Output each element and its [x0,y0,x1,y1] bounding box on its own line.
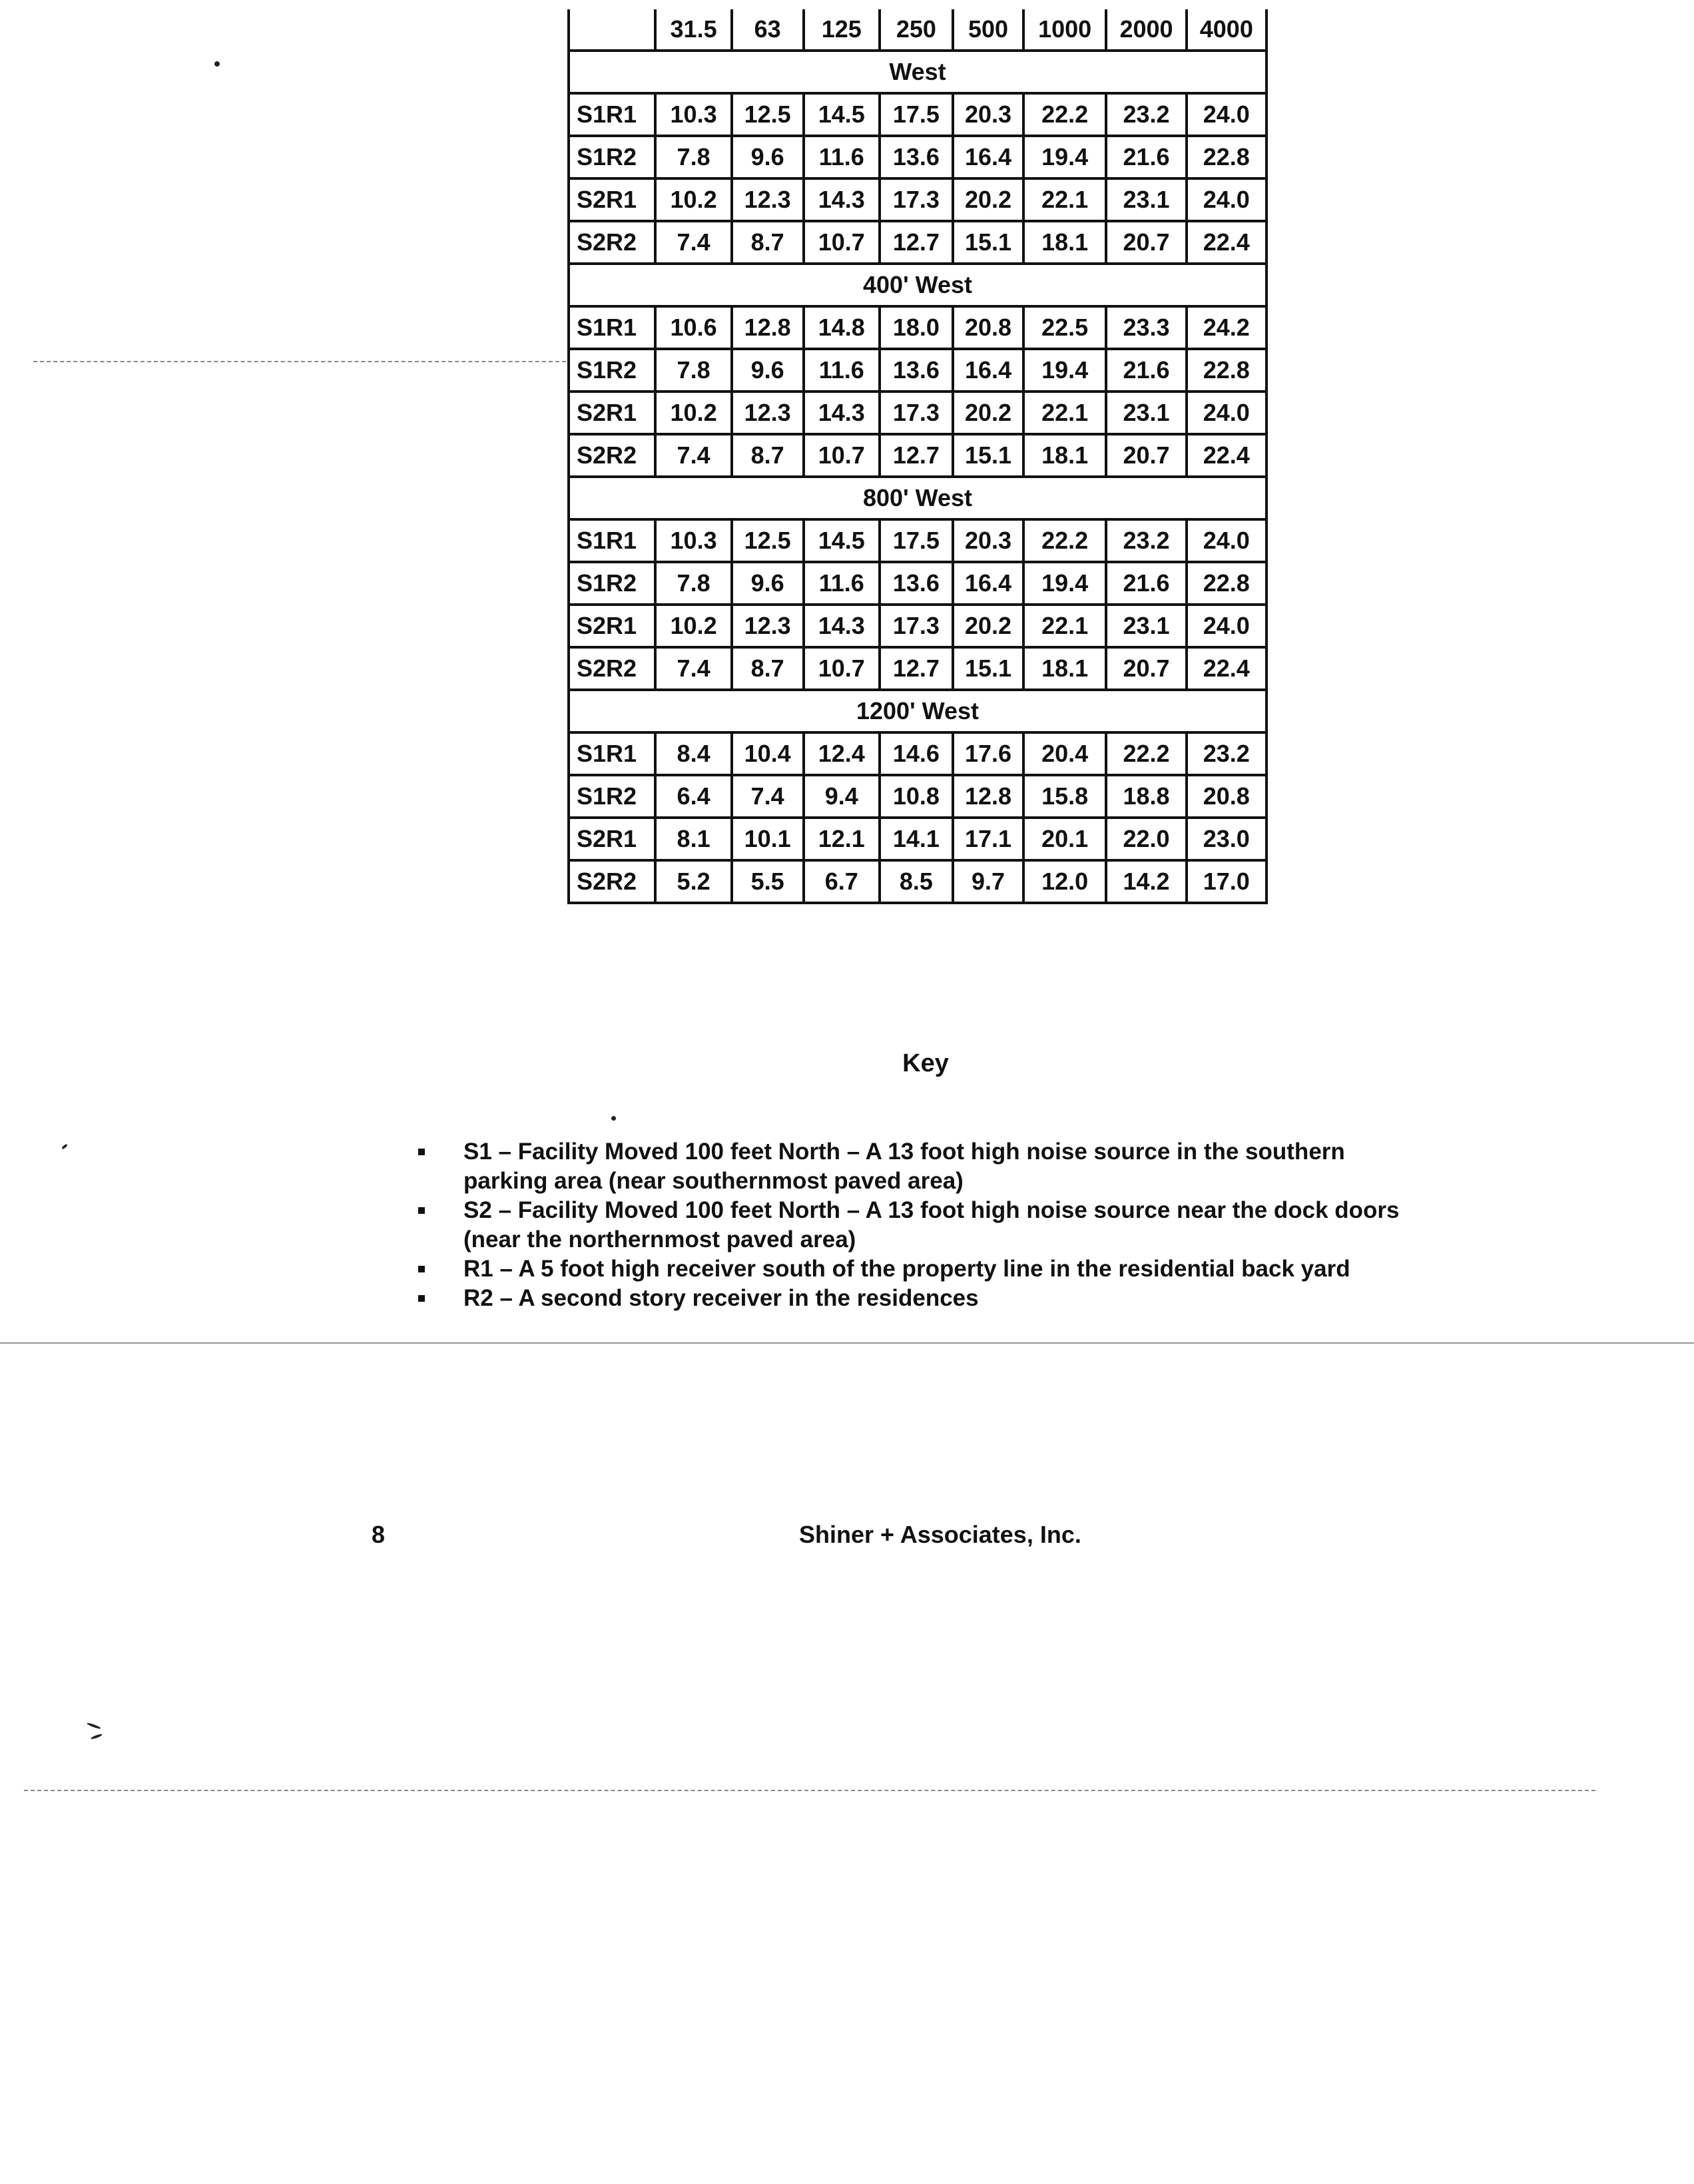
value-cell: 12.7 [880,647,953,690]
value-cell: 12.3 [732,178,804,221]
row-label: S1R2 [569,562,655,605]
table-row [569,136,1267,178]
value-cell: 14.5 [804,93,880,136]
value-cell: 5.5 [732,860,804,903]
scan-speck [61,1143,68,1149]
value-cell: 22.2 [1023,93,1106,136]
bullet-icon [418,1149,425,1155]
value-cell: 22.2 [1106,732,1186,775]
row-label: S2R2 [569,647,655,690]
value-cell: 8.7 [732,647,804,690]
value-cell: 18.1 [1023,434,1106,477]
value-cell: 22.8 [1187,136,1267,178]
value-cell: 20.8 [953,306,1023,349]
value-cell: 10.3 [655,93,731,136]
value-cell: 10.7 [804,434,880,477]
key-item-r2 [416,1284,1428,1313]
value-cell: 20.2 [953,605,1023,647]
key-item-text: R1 – A 5 foot high receiver south of the property line in the residential back yard [463,1256,1350,1282]
value-cell: 8.4 [655,732,731,775]
value-cell: 18.0 [880,306,953,349]
value-cell: 22.1 [1023,178,1106,221]
value-cell: 17.3 [880,178,953,221]
value-cell: 24.2 [1187,306,1267,349]
value-cell: 23.0 [1187,818,1267,860]
value-cell: 20.3 [953,93,1023,136]
table-row [569,178,1267,221]
value-cell: 16.4 [953,349,1023,392]
value-cell: 17.6 [953,732,1023,775]
row-label: S1R1 [569,732,655,775]
value-cell: 13.6 [880,349,953,392]
value-cell: 22.2 [1023,519,1106,562]
value-cell: 20.7 [1106,221,1186,264]
value-cell: 12.4 [804,732,880,775]
table-row [569,221,1267,264]
section-title: 800' West [569,477,1267,519]
header-cell: 250 [880,9,953,51]
value-cell: 22.5 [1023,306,1106,349]
value-cell: 7.4 [655,221,731,264]
value-cell: 9.6 [732,349,804,392]
value-cell: 22.1 [1023,605,1106,647]
value-cell: 12.3 [732,392,804,434]
value-cell: 12.5 [732,519,804,562]
value-cell: 23.1 [1106,605,1186,647]
value-cell: 24.0 [1187,178,1267,221]
value-cell: 12.7 [880,221,953,264]
section-title: West [569,51,1267,93]
bullet-icon [418,1266,425,1272]
value-cell: 8.7 [732,434,804,477]
key-item-s1 [416,1137,1428,1196]
value-cell: 20.7 [1106,647,1186,690]
row-label: S2R2 [569,434,655,477]
value-cell: 14.3 [804,392,880,434]
value-cell: 14.5 [804,519,880,562]
value-cell: 8.7 [732,221,804,264]
value-cell: 22.8 [1187,349,1267,392]
value-cell: 23.3 [1106,306,1186,349]
value-cell: 7.8 [655,562,731,605]
header-cell [569,9,655,51]
key-item-text: S1 – Facility Moved 100 feet North – A 13 foot high noise source in the southern parking area (near southernmost paved area) [463,1139,1345,1194]
bullet-icon [418,1207,425,1214]
key-item-s2 [416,1196,1428,1254]
value-cell: 10.4 [732,732,804,775]
header-row [569,9,1267,51]
scan-artifact-line [0,1342,1694,1344]
header-cell: 4000 [1187,9,1267,51]
table-row [569,519,1267,562]
row-label: S2R1 [569,392,655,434]
footer-company: Shiner + Associates, Inc. [799,1521,1081,1548]
value-cell: 20.2 [953,178,1023,221]
page-number: 8 [372,1521,386,1548]
value-cell: 12.7 [880,434,953,477]
section-row [569,264,1267,306]
value-cell: 9.4 [804,775,880,818]
value-cell: 7.4 [655,647,731,690]
value-cell: 8.1 [655,818,731,860]
value-cell: 13.6 [880,562,953,605]
scan-speck [214,61,220,67]
value-cell: 12.0 [1023,860,1106,903]
value-cell: 21.6 [1106,562,1186,605]
value-cell: 13.6 [880,136,953,178]
row-label: S1R1 [569,519,655,562]
value-cell: 11.6 [804,349,880,392]
value-cell: 23.2 [1106,93,1186,136]
value-cell: 19.4 [1023,349,1106,392]
value-cell: 22.1 [1023,392,1106,434]
value-cell: 20.8 [1187,775,1267,818]
table-row [569,818,1267,860]
value-cell: 10.6 [655,306,731,349]
table-row [569,732,1267,775]
value-cell: 10.7 [804,221,880,264]
value-cell: 22.8 [1187,562,1267,605]
value-cell: 6.7 [804,860,880,903]
value-cell: 7.4 [655,434,731,477]
table-row [569,647,1267,690]
header-cell: 1000 [1023,9,1106,51]
value-cell: 6.4 [655,775,731,818]
row-label: S2R2 [569,221,655,264]
section-title: 400' West [569,264,1267,306]
value-cell: 22.4 [1187,221,1267,264]
table-row [569,775,1267,818]
value-cell: 8.5 [880,860,953,903]
value-cell: 24.0 [1187,519,1267,562]
table-row [569,562,1267,605]
header-cell: 500 [953,9,1023,51]
value-cell: 14.3 [804,605,880,647]
scan-speck [87,1722,101,1729]
value-cell: 20.2 [953,392,1023,434]
value-cell: 17.1 [953,818,1023,860]
header-cell: 31.5 [655,9,731,51]
value-cell: 10.2 [655,392,731,434]
row-label: S1R2 [569,349,655,392]
value-cell: 18.1 [1023,647,1106,690]
value-cell: 15.1 [953,647,1023,690]
table-body [569,9,1267,903]
value-cell: 15.1 [953,434,1023,477]
table-row [569,349,1267,392]
value-cell: 9.7 [953,860,1023,903]
value-cell: 24.0 [1187,392,1267,434]
value-cell: 22.0 [1106,818,1186,860]
value-cell: 9.6 [732,562,804,605]
row-label: S2R2 [569,860,655,903]
value-cell: 9.6 [732,136,804,178]
value-cell: 19.4 [1023,136,1106,178]
table-row [569,93,1267,136]
value-cell: 23.2 [1187,732,1267,775]
value-cell: 19.4 [1023,562,1106,605]
key-title: Key [902,1049,949,1077]
value-cell: 12.1 [804,818,880,860]
value-cell: 21.6 [1106,136,1186,178]
value-cell: 10.7 [804,647,880,690]
value-cell: 16.4 [953,562,1023,605]
value-cell: 12.3 [732,605,804,647]
scan-speck [611,1116,616,1121]
table-row [569,605,1267,647]
value-cell: 14.2 [1106,860,1186,903]
value-cell: 12.8 [953,775,1023,818]
row-label: S1R2 [569,775,655,818]
value-cell: 15.1 [953,221,1023,264]
value-cell: 20.3 [953,519,1023,562]
value-cell: 14.8 [804,306,880,349]
value-cell: 23.1 [1106,392,1186,434]
row-label: S1R2 [569,136,655,178]
value-cell: 18.1 [1023,221,1106,264]
row-label: S2R1 [569,178,655,221]
value-cell: 10.2 [655,178,731,221]
row-label: S1R1 [569,93,655,136]
value-cell: 17.3 [880,605,953,647]
value-cell: 5.2 [655,860,731,903]
scan-speck [91,1733,103,1740]
key-item-text: R2 – A second story receiver in the residences [463,1285,979,1311]
key-list [416,1137,1428,1313]
value-cell: 22.4 [1187,647,1267,690]
value-cell: 22.4 [1187,434,1267,477]
row-label: S2R1 [569,605,655,647]
header-cell: 2000 [1106,9,1186,51]
value-cell: 12.5 [732,93,804,136]
table-row [569,860,1267,903]
value-cell: 15.8 [1023,775,1106,818]
value-cell: 11.6 [804,562,880,605]
value-cell: 11.6 [804,136,880,178]
value-cell: 21.6 [1106,349,1186,392]
value-cell: 18.8 [1106,775,1186,818]
section-row [569,690,1267,732]
row-label: S2R1 [569,818,655,860]
value-cell: 23.1 [1106,178,1186,221]
row-label: S1R1 [569,306,655,349]
noise-level-table [567,9,1268,904]
header-cell: 125 [804,9,880,51]
value-cell: 17.3 [880,392,953,434]
value-cell: 17.5 [880,519,953,562]
scan-artifact-line [33,361,566,362]
section-row [569,51,1267,93]
value-cell: 10.8 [880,775,953,818]
value-cell: 7.8 [655,349,731,392]
bullet-icon [418,1295,425,1302]
header-cell: 63 [732,9,804,51]
section-title: 1200' West [569,690,1267,732]
value-cell: 23.2 [1106,519,1186,562]
value-cell: 24.0 [1187,605,1267,647]
value-cell: 14.3 [804,178,880,221]
value-cell: 17.5 [880,93,953,136]
value-cell: 7.8 [655,136,731,178]
value-cell: 14.6 [880,732,953,775]
value-cell: 20.4 [1023,732,1106,775]
value-cell: 17.0 [1187,860,1267,903]
value-cell: 12.8 [732,306,804,349]
value-cell: 20.7 [1106,434,1186,477]
key-item-text: S2 – Facility Moved 100 feet North – A 13 foot high noise source near the dock doors (near the northernmost paved area) [463,1197,1400,1252]
value-cell: 20.1 [1023,818,1106,860]
value-cell: 16.4 [953,136,1023,178]
section-row [569,477,1267,519]
value-cell: 14.1 [880,818,953,860]
table-row [569,392,1267,434]
value-cell: 10.3 [655,519,731,562]
value-cell: 10.2 [655,605,731,647]
value-cell: 7.4 [732,775,804,818]
value-cell: 10.1 [732,818,804,860]
table-row [569,306,1267,349]
table-row [569,434,1267,477]
value-cell: 24.0 [1187,93,1267,136]
key-item-r1 [416,1254,1428,1284]
scan-artifact-line [24,1790,1595,1791]
